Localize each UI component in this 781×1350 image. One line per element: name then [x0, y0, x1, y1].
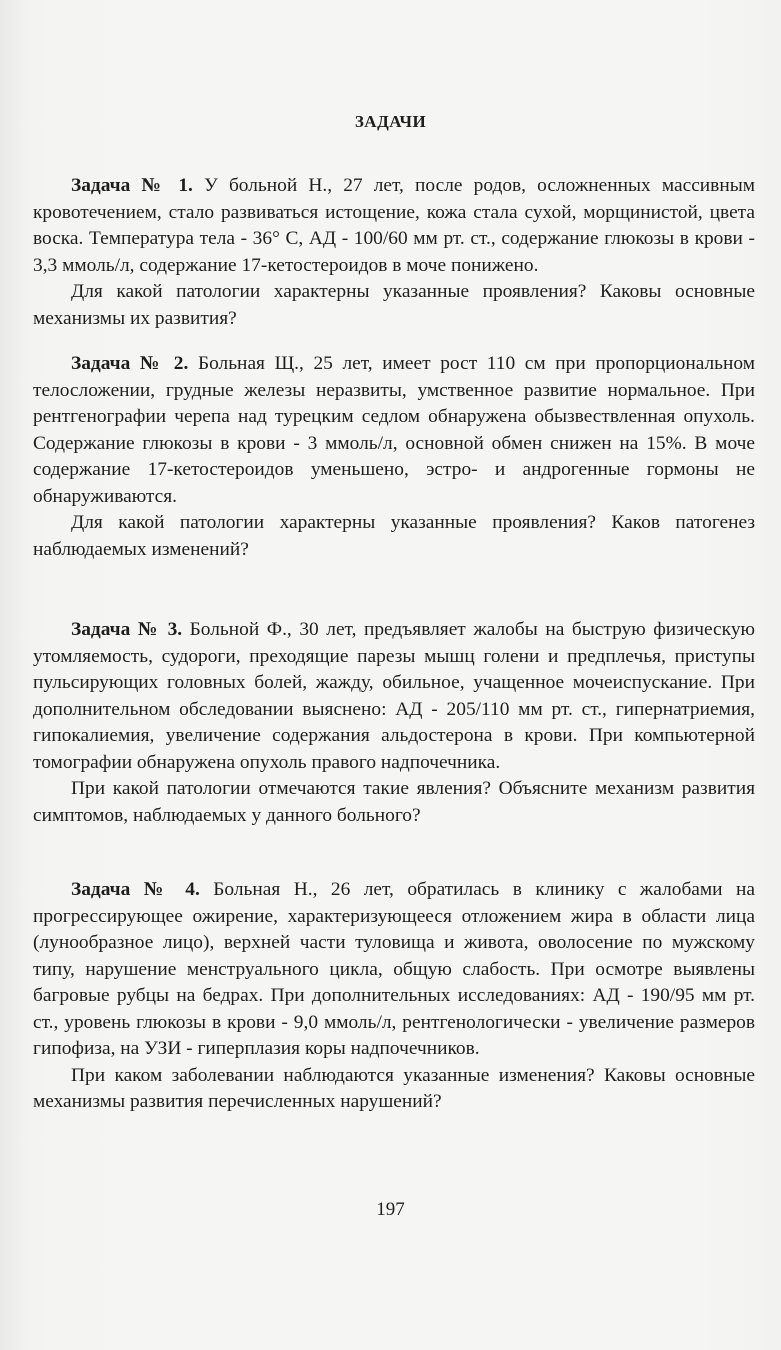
section-heading: ЗАДАЧИ	[354, 112, 427, 131]
task-1-question: Для какой патологии характерны указанные проявления? Каковы основные механизмы их развития?	[33, 281, 755, 329]
task-4-number: Задача № 4.	[71, 879, 200, 900]
task-3-question: При какой патологии отмечаются такие явления? Объясните механизм развития симптомов, наблюдаемых у данного больного?	[33, 778, 755, 826]
task-3	[33, 617, 755, 829]
task-1-statement	[33, 173, 755, 279]
task-2	[33, 351, 755, 563]
task-4-question: При каком заболевании наблюдаются указанные изменения? Каковы основные механизмы развития перечисленных нарушений?	[33, 1064, 755, 1112]
task-3-statement	[33, 617, 755, 776]
task-1-number: Задача № 1.	[71, 175, 193, 196]
task-3-number: Задача № 3.	[71, 619, 183, 640]
task-2-number: Задача № 2.	[71, 353, 189, 374]
task-3-text: Больной Ф., 30 лет, предъявляет жалобы на быструю физическую утомляемость, судороги, преходящие парезы мышц голени и предплечья, приступы пульсирующих головных болей, жажду, обильное, учащенное мочеиспускание. При дополнительном обследовании выяснено: АД - 205/110 мм рт. ст., гипернатриемия, гипокалиемия, увеличение содержания альдостерона в крови. При компьютерной томографии обнаружена опухоль правого надпочечника.	[33, 619, 755, 773]
task-1	[33, 173, 755, 332]
task-2-statement	[33, 351, 755, 510]
task-4-statement	[33, 877, 755, 1063]
task-4-text: Больная Н., 26 лет, обратилась в клинику с жалобами на прогрессирующее ожирение, характеризующееся отложением жира в области лица (лунообразное лицо), верхней части туловища и живота, оволосение по мужскому типу, нарушение менструального цикла, общую слабость. При осмотре выявлены багровые рубцы на бедрах. При дополнительных исследованиях: АД - 190/95 мм рт. ст., уровень глюкозы в крови - 9,0 ммоль/л, рентгенологически - увеличение размеров гипофиза, на УЗИ - гиперплазия коры надпочечников.	[33, 879, 755, 1059]
task-2-question: Для какой патологии характерны указанные проявления? Каков патогенез наблюдаемых изменений?	[33, 512, 755, 560]
task-1-text: У больной Н., 27 лет, после родов, осложненных массивным кровотечением, стало развиваться истощение, кожа стала сухой, морщинистой, цвета воска. Температура тела - 36° С, АД - 100/60 мм рт. ст., содержание глюкозы в крови - 3,3 ммоль/л, содержание 17-кетостероидов в моче понижено.	[33, 175, 756, 276]
task-4	[33, 877, 755, 1116]
task-2-text: Больная Щ., 25 лет, имеет рост 110 см при пропорциональном телосложении, грудные железы неразвиты, умственное развитие нормальное. При рентгенографии черепа над турецким седлом обнаружена обызвествленная опухоль. Содержание глюкозы в крови - 3 ммоль/л, основной обмен снижен на 15%. В моче содержание 17-кетостероидов уменьшено, эстро- и андрогенные гормоны не обнаруживаются.	[33, 353, 755, 507]
page-number: 197	[376, 1199, 405, 1220]
